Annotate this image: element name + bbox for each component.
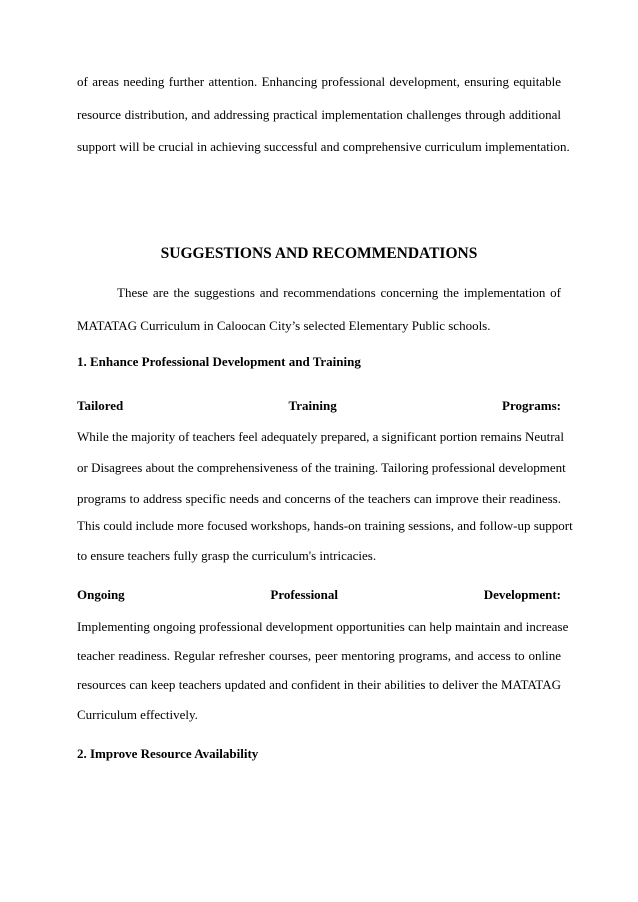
sub1-heading [77, 398, 561, 414]
sub2-heading-word: Development: [483, 587, 561, 602]
sub1-heading-word: Training [288, 398, 337, 413]
sub2-line: Curriculum effectively. [77, 707, 198, 722]
sub2-line: teacher readiness. Regular refresher courses, peer mentoring programs, and access to online [77, 648, 561, 663]
sub1-line: programs to address specific needs and concerns of the teachers can improve their readiness. [77, 491, 561, 506]
sub1-line: While the majority of teachers feel adequately prepared, a significant portion remains Neutral [77, 429, 564, 444]
sub1-line: to ensure teachers fully grasp the curriculum's intricacies. [77, 548, 377, 563]
sub1-heading-word: Programs: [502, 398, 561, 413]
intro-line: of areas needing further attention. Enhancing professional development, ensuring equitable [77, 74, 561, 89]
section-intro-line: MATATAG Curriculum in Caloocan City’s selected Elementary Public schools. [77, 318, 491, 333]
item2-heading: 2. Improve Resource Availability [77, 746, 259, 761]
sub1-line: or Disagrees about the comprehensiveness of the training. Tailoring professional development [77, 460, 566, 475]
item1-heading: 1. Enhance Professional Development and Training [77, 354, 361, 369]
intro-line: support will be crucial in achieving successful and comprehensive curriculum implementation. [77, 139, 570, 154]
intro-line: resource distribution, and addressing practical implementation challenges through additional [77, 107, 561, 122]
sub1-heading-word: Tailored [77, 398, 124, 413]
section-intro-line: These are the suggestions and recommendations concerning the implementation of [117, 285, 561, 300]
sub2-heading [77, 587, 561, 603]
section-heading: SUGGESTIONS AND RECOMMENDATIONS [160, 245, 478, 262]
sub2-line: Implementing ongoing professional development opportunities can help maintain and increase [77, 619, 569, 634]
sub2-line: resources can keep teachers updated and confident in their abilities to deliver the MATATAG [77, 677, 561, 692]
sub1-line: This could include more focused workshops, hands-on training sessions, and follow-up support [77, 518, 573, 533]
sub2-heading-word: Professional [270, 587, 339, 602]
sub2-heading-word: Ongoing [77, 587, 125, 602]
